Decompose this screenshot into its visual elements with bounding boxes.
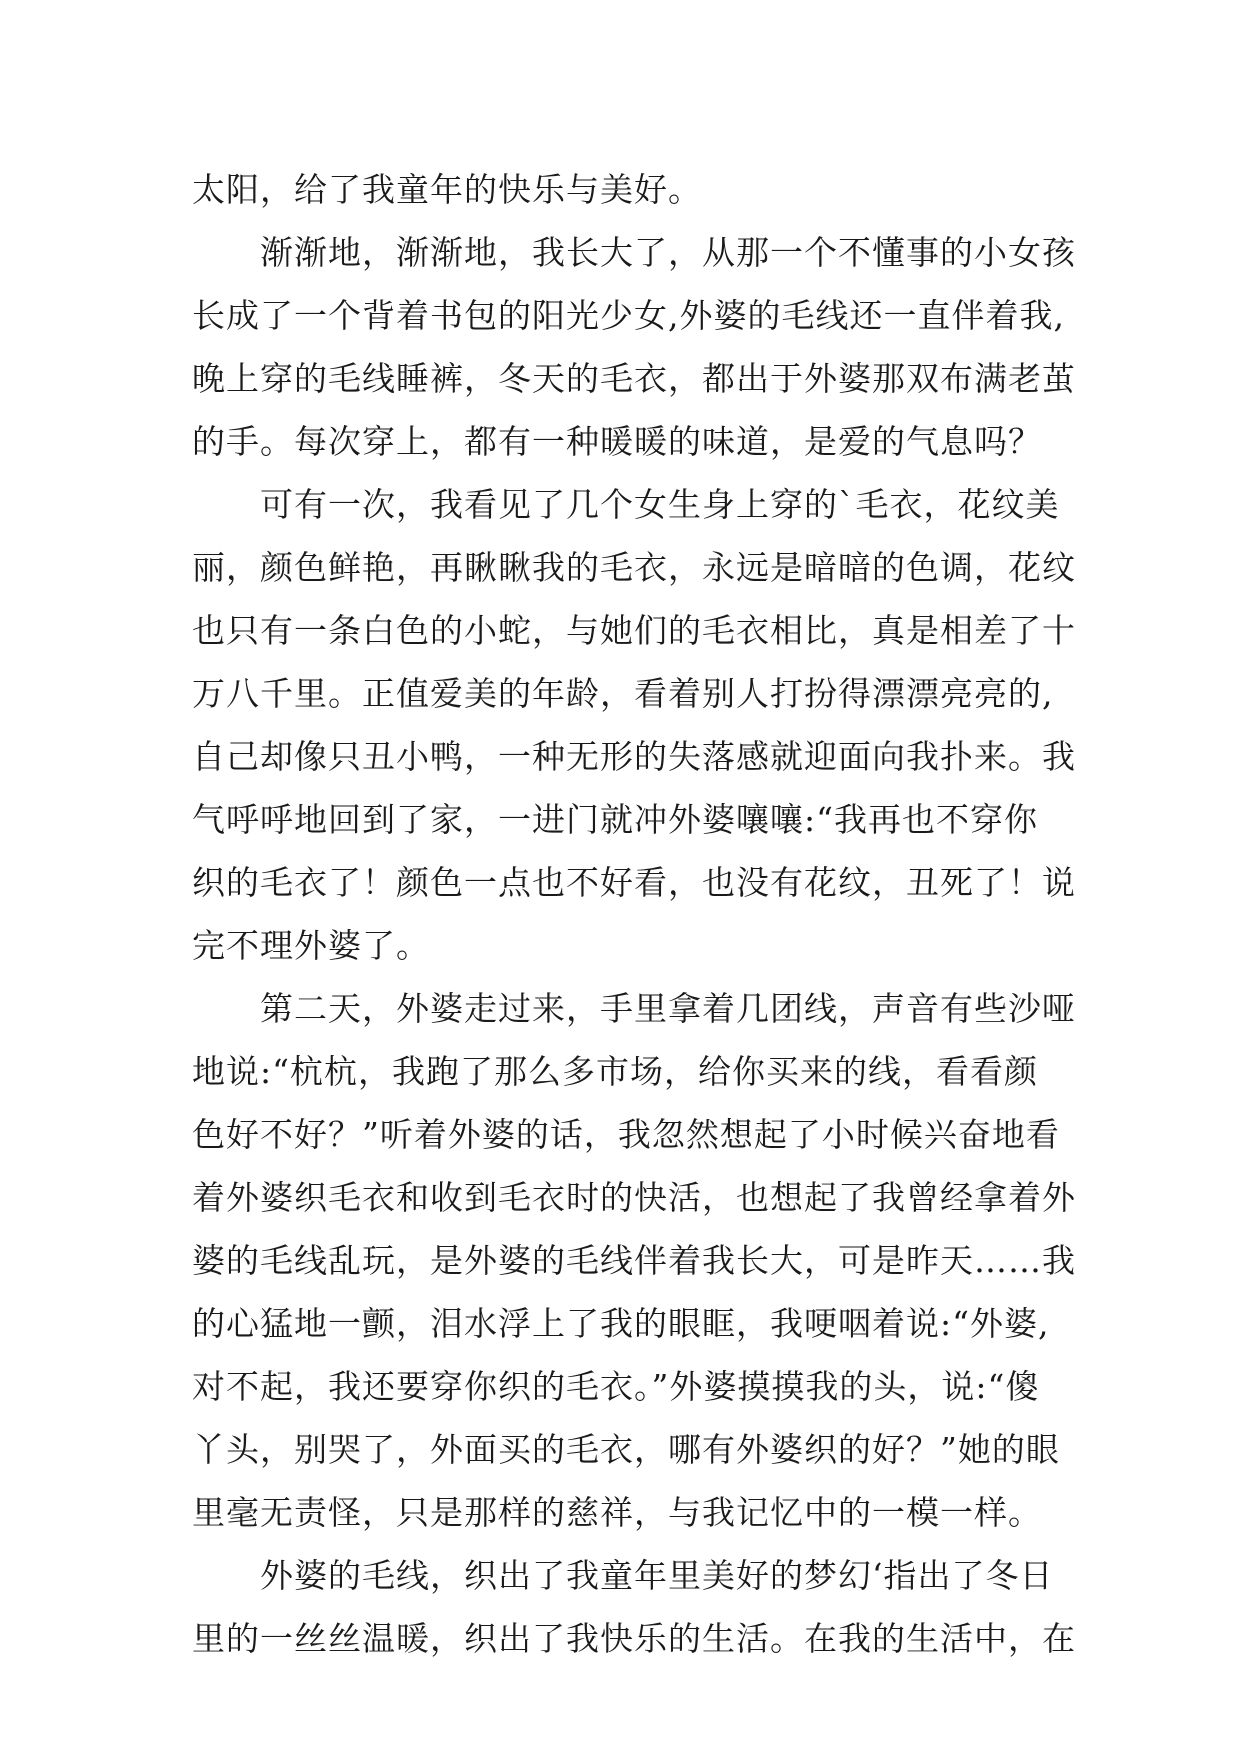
text-line: 色好不好？”听着外婆的话，我忽然想起了小时候兴奋地看 [192, 1115, 1060, 1154]
text-line: 丽，颜色鲜艳，再瞅瞅我的毛衣，永远是暗暗的色调，花纹 [192, 548, 1076, 587]
text-line: 可有一次，我看见了几个女生身上穿的`毛衣，花纹美 [192, 485, 1060, 524]
text-line: 长成了一个背着书包的阳光少女,外婆的毛线还一直伴着我, [192, 296, 1065, 335]
text-line: 渐渐地，渐渐地，我长大了，从那一个不懂事的小女孩 [192, 233, 1076, 272]
text-line: 对不起，我还要穿你织的毛衣。”外婆摸摸我的头，说:“傻 [192, 1367, 1040, 1406]
text-line: 也只有一条白色的小蛇，与她们的毛衣相比，真是相差了十 [192, 611, 1076, 650]
text-line: 里毫无责怪，只是那样的慈祥，与我记忆中的一模一样。 [192, 1493, 1042, 1532]
text-line: 婆的毛线乱玩，是外婆的毛线伴着我长大，可是昨天……我 [192, 1241, 1076, 1280]
text-line: 着外婆织毛衣和收到毛衣时的快活，也想起了我曾经拿着外 [192, 1178, 1076, 1217]
text-line: 的心猛地一颤，泪水浮上了我的眼眶，我哽咽着说:“外婆, [192, 1304, 1050, 1343]
text-line: 丫头，别哭了，外面买的毛衣，哪有外婆织的好？”她的眼 [192, 1430, 1060, 1469]
text-line: 太阳，给了我童年的快乐与美好。 [192, 170, 702, 209]
text-line: 织的毛衣了！颜色一点也不好看，也没有花纹，丑死了！说 [192, 863, 1076, 902]
text-line: 地说:“杭杭，我跑了那么多市场，给你买来的线，看看颜 [192, 1052, 1038, 1091]
text-line: 外婆的毛线，织出了我童年里美好的梦幻‘指出了冬日 [192, 1556, 1054, 1595]
text-line: 晚上穿的毛线睡裤，冬天的毛衣，都出于外婆那双布满老茧 [192, 359, 1076, 398]
text-line: 气呼呼地回到了家，一进门就冲外婆嚷嚷:“我再也不穿你 [192, 800, 1038, 839]
text-line: 自己却像只丑小鸭，一种无形的失落感就迎面向我扑来。我 [192, 737, 1076, 776]
text-line: 的手。每次穿上，都有一种暖暖的味道，是爱的气息吗？ [192, 422, 1042, 461]
text-line: 万八千里。正值爱美的年龄，看着别人打扮得漂漂亮亮的, [192, 674, 1054, 713]
text-line: 完不理外婆了。 [192, 926, 430, 965]
text-line: 第二天，外婆走过来，手里拿着几团线，声音有些沙哑 [192, 989, 1076, 1028]
text-line: 里的一丝丝温暖，织出了我快乐的生活。在我的生活中，在 [192, 1619, 1076, 1658]
document-body [192, 158, 1082, 1670]
